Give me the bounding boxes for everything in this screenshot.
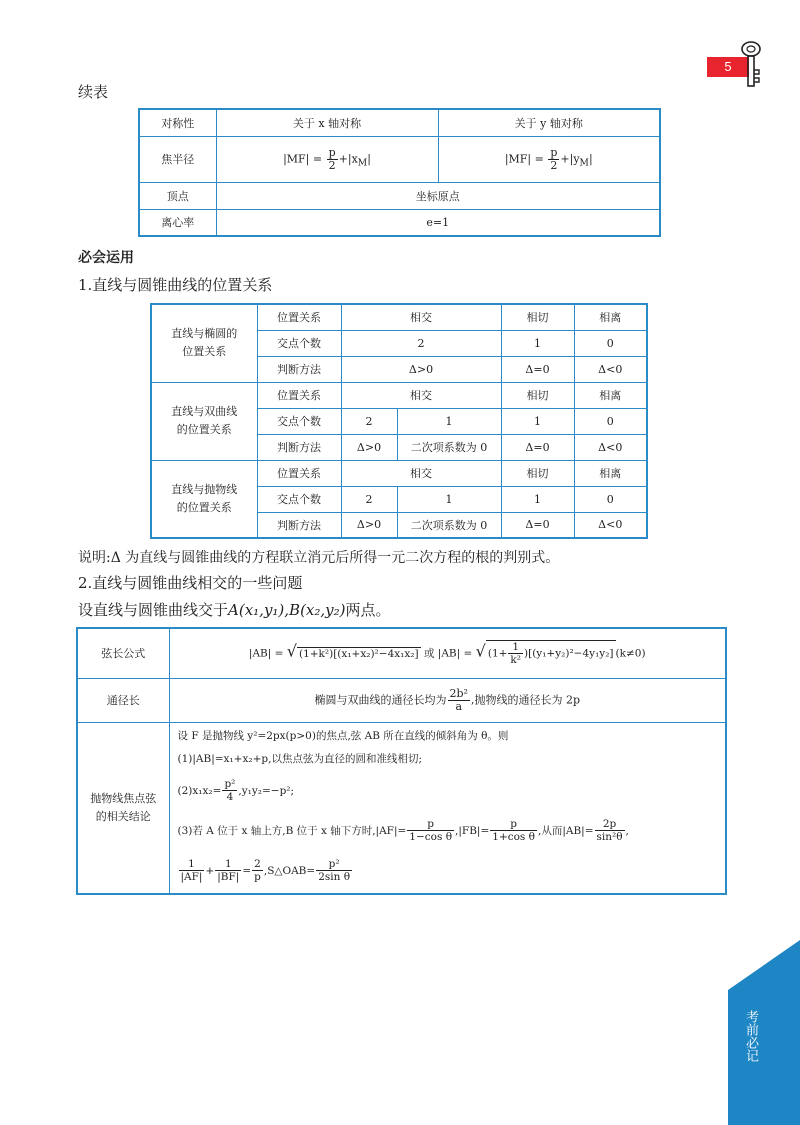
table-cell: 二次项系数为 0	[397, 434, 501, 460]
header-cell: 交点个数	[257, 486, 341, 512]
table-cell: 坐标原点	[216, 182, 660, 209]
table-cell: Δ=0	[501, 434, 574, 460]
formula-text: +	[205, 864, 215, 877]
header-cell: 位置关系	[257, 460, 341, 486]
table-cell: 相切	[501, 382, 574, 408]
page-number-badge: 5	[707, 57, 749, 77]
formula-text: =	[242, 864, 252, 877]
table-cell: 关于 x 轴对称	[216, 109, 438, 136]
table-cell: 相切	[501, 304, 574, 330]
focal-line: 设 F 是抛物线 y²=2px(p>0)的焦点,弦 AB 所在直线的倾斜角为 θ。则	[177, 729, 509, 742]
fraction	[327, 147, 338, 172]
numerator: 1	[179, 858, 205, 871]
fraction	[222, 778, 237, 803]
denominator: 2sin θ	[318, 871, 351, 884]
intro-line	[78, 600, 391, 620]
label-line: 的位置关系	[176, 423, 232, 436]
header-cell: 判断方法	[257, 512, 341, 538]
formula-text: (k≠0)	[615, 647, 646, 660]
table-row	[151, 460, 647, 486]
table-row	[77, 722, 726, 894]
discriminant-note: 说明:Δ 为直线与圆锥曲线的方程联立消元后所得一元二次方程的根的判别式。	[78, 550, 560, 566]
radical-icon: √	[475, 641, 486, 661]
denominator: sin²θ	[596, 831, 623, 844]
intro-text: 两点。	[345, 601, 391, 619]
numerator: p²	[316, 858, 352, 871]
table-cell: 相交	[341, 382, 501, 408]
numerator: 1	[508, 641, 523, 654]
fraction	[595, 818, 625, 843]
label-line: 直线与抛物线	[171, 482, 238, 496]
table-cell: 相切	[501, 460, 574, 486]
table-cell: 2	[341, 330, 501, 356]
numerator: 2p	[595, 818, 625, 831]
table-row	[139, 109, 660, 136]
formula-text: |MF| =	[283, 152, 326, 165]
denominator: p	[254, 871, 261, 884]
numerator: 1	[215, 858, 241, 871]
table-cell: 关于 y 轴对称	[438, 109, 660, 136]
table-cell: 1	[397, 408, 501, 434]
formula-text: ,从而|AB|=	[537, 824, 594, 837]
formula-text: )[(y₁+y₂)²−4y₁y₂]	[524, 647, 614, 660]
subscript: M	[357, 157, 368, 169]
table-cell: Δ>0	[341, 512, 397, 538]
subsection-title: 2.直线与圆锥曲线相交的一些问题	[78, 574, 303, 592]
formula-text: (1+	[487, 647, 508, 660]
table-cell: 相离	[574, 382, 647, 408]
table-row	[151, 382, 647, 408]
row-label: 顶点	[139, 182, 216, 209]
table-cell: 2	[341, 408, 397, 434]
denominator: |AF|	[180, 871, 203, 884]
formula-text: |AB| =	[248, 647, 287, 660]
subsection-title: 1.直线与圆锥曲线的位置关系	[78, 276, 273, 294]
header-cell: 交点个数	[257, 408, 341, 434]
label-line: 位置关系	[182, 345, 227, 359]
fraction	[215, 858, 241, 883]
table-row	[139, 136, 660, 182]
label-line: 的位置关系	[176, 500, 232, 514]
fraction	[316, 858, 352, 883]
side-tab-label: 考前必记	[743, 1010, 758, 1062]
intro-text: 设直线与圆锥曲线交于	[78, 601, 229, 619]
table-cell: 1	[501, 408, 574, 434]
position-relation-table	[150, 303, 648, 539]
fraction	[448, 688, 470, 713]
table-cell: 相交	[341, 460, 501, 486]
formula-cell: |MF| = $\frac{p}{2}$ $+|y_M|$	[438, 136, 660, 182]
numerator: p	[328, 145, 336, 159]
denominator: 1+cos θ	[492, 831, 535, 844]
row-label: 离心率	[139, 209, 216, 236]
header-cell: 判断方法	[257, 434, 341, 460]
formula-text: (3)若 A 位于 x 轴上方,B 位于 x 轴下方时,|AF|=	[177, 824, 407, 837]
side-tab	[728, 940, 800, 1125]
table-row	[151, 304, 647, 330]
table-cell: 二次项系数为 0	[397, 512, 501, 538]
label-line: 直线与双曲线	[171, 405, 238, 418]
table-cell: 1	[501, 330, 574, 356]
row-label	[77, 722, 169, 894]
focal-line: (1)|AB|=x₁+x₂+p,以焦点弦为直径的圆和准线相切;	[177, 752, 422, 765]
row-label: 焦半径	[139, 136, 216, 182]
label-line: 的相关结论	[95, 809, 151, 823]
focal-line	[178, 771, 722, 811]
focal-line	[178, 851, 722, 891]
formula-text: 椭圆与双曲线的通径长均为	[314, 693, 447, 706]
radicand: (1+k²)[(x₁+x₂)²−4x₁x₂]	[298, 647, 419, 660]
denominator: 2	[550, 158, 558, 172]
table-cell: Δ<0	[574, 356, 647, 382]
table-cell: Δ>0	[341, 356, 501, 382]
formula-text: ,S△OAB=	[263, 864, 316, 877]
formula-text: ,抛物线的通径长为 2p	[470, 693, 580, 706]
intersection-formulas-table	[76, 627, 727, 895]
formula-cell: |MF| = $\frac{p}{2}$ $+|x_M|$	[216, 136, 438, 182]
label-line: 抛物线焦点弦	[90, 791, 157, 805]
denominator: 1−cos θ	[409, 831, 453, 844]
formula-cell	[169, 628, 726, 678]
header-cell: 交点个数	[257, 330, 341, 356]
denominator: 4	[226, 791, 234, 804]
denominator: |BF|	[217, 871, 240, 884]
formula-text: 或 |AB| =	[420, 647, 476, 660]
formula-text: (2)x₁x₂=	[177, 784, 222, 797]
fraction	[490, 818, 537, 843]
numerator: p	[407, 818, 454, 831]
formula-text: +|y	[560, 152, 580, 165]
formula-text: |MF| =	[504, 152, 548, 165]
table-row	[139, 182, 660, 209]
row-label: 通径长	[77, 678, 169, 722]
radical-icon: √	[286, 641, 297, 661]
fraction	[548, 147, 559, 172]
denominator: a	[455, 699, 462, 713]
focal-line	[178, 811, 722, 851]
continued-title: 续表	[78, 83, 109, 101]
fraction	[179, 858, 205, 883]
denominator: 2	[328, 158, 336, 172]
table-cell: Δ>0	[341, 434, 397, 460]
table-row	[139, 209, 660, 236]
numerator: 2	[252, 858, 263, 871]
table-cell: 1	[397, 486, 501, 512]
table-cell: Δ<0	[574, 512, 647, 538]
group-label	[151, 304, 257, 382]
table-cell: 相交	[341, 304, 501, 330]
table-row	[77, 628, 726, 678]
table-cell: 0	[574, 408, 647, 434]
table-cell: 2	[341, 486, 397, 512]
section-title: 必会运用	[78, 250, 134, 266]
fraction	[407, 818, 454, 843]
denominator: k²	[510, 654, 521, 667]
table-cell: Δ=0	[501, 356, 574, 382]
key-icon	[738, 40, 764, 90]
group-label	[151, 382, 257, 460]
formula-text: ,|FB|=	[455, 824, 490, 837]
table-cell: Δ=0	[501, 512, 574, 538]
table-cell: Δ<0	[574, 434, 647, 460]
intro-points: A(x₁,y₁),B(x₂,y₂)	[228, 601, 346, 619]
table-row	[77, 678, 726, 722]
subscript: M	[579, 157, 589, 169]
numerator: p	[550, 145, 558, 159]
table-cell: 0	[574, 486, 647, 512]
table-cell: 相离	[574, 460, 647, 486]
focal-chord-cell	[169, 722, 726, 894]
table-cell: 1	[501, 486, 574, 512]
numerator: p²	[224, 778, 236, 791]
radicand	[486, 640, 616, 666]
formula-text: ,y₁y₂=−p²;	[238, 784, 295, 797]
group-label	[151, 460, 257, 538]
table-cell: e=1	[216, 209, 660, 236]
parabola-properties-table	[138, 108, 661, 237]
header-cell: 位置关系	[257, 304, 341, 330]
numerator: 2b²	[449, 686, 468, 700]
table-cell: 相离	[574, 304, 647, 330]
formula-cell	[169, 678, 726, 722]
table-cell: 0	[574, 330, 647, 356]
fraction	[252, 858, 263, 883]
label-line: 直线与椭圆的	[171, 327, 238, 341]
formula-text: +|x	[338, 152, 358, 165]
formula-text: ,	[625, 824, 629, 837]
fraction	[508, 641, 523, 666]
header-cell: 判断方法	[257, 356, 341, 382]
numerator: p	[490, 818, 537, 831]
row-label: 弦长公式	[77, 628, 169, 678]
header-cell: 位置关系	[257, 382, 341, 408]
row-label: 对称性	[139, 109, 216, 136]
